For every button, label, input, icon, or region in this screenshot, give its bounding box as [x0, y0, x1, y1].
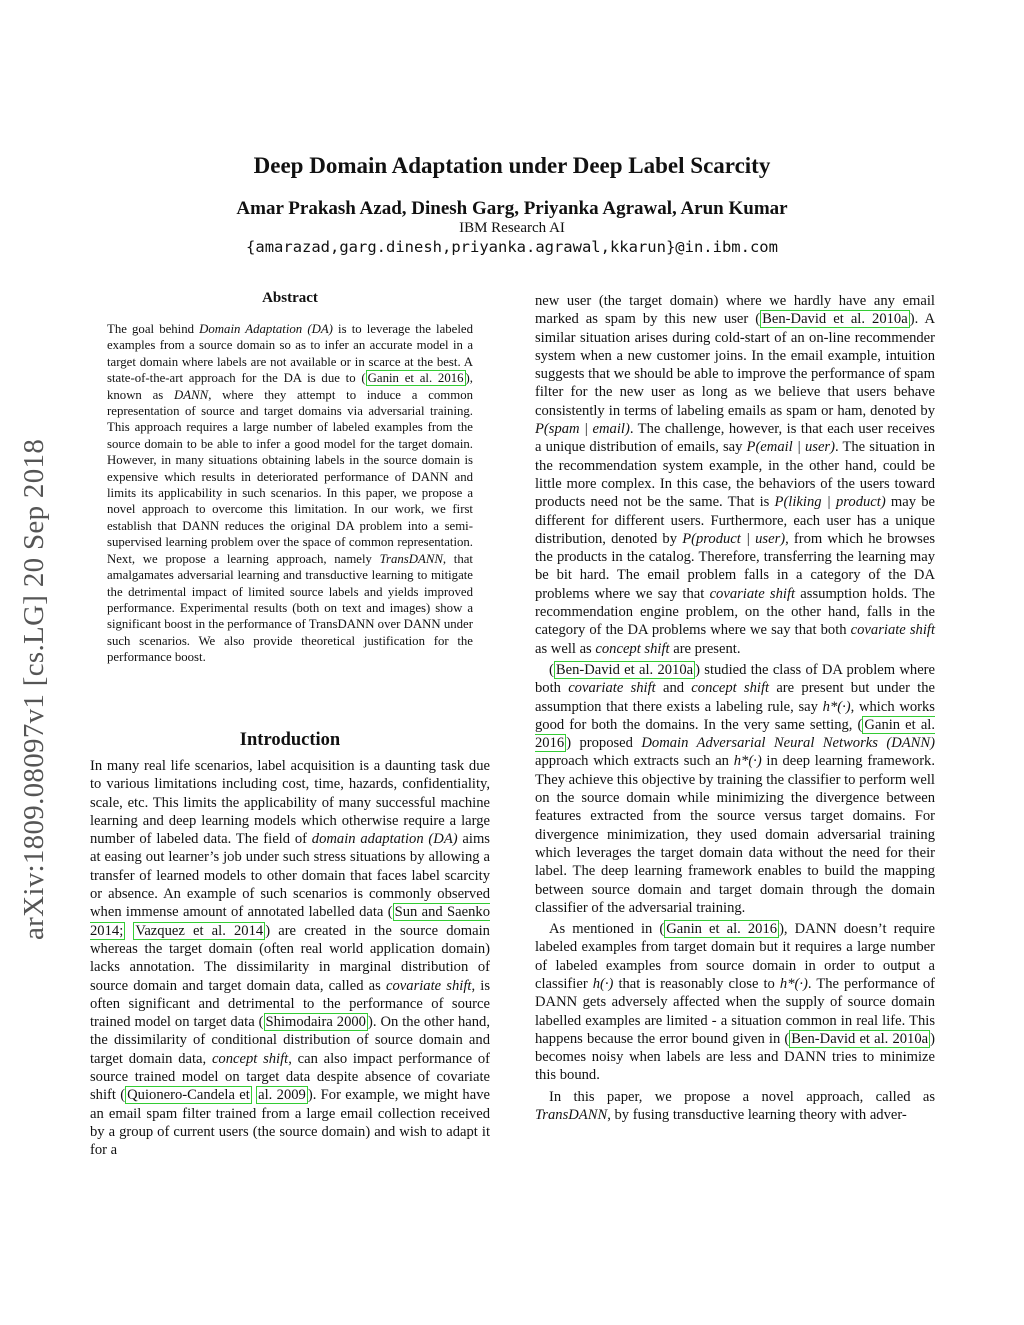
citation-link[interactable]: Ganin et al. 2016: [535, 716, 935, 752]
abstract-body: The goal behind Domain Adaptation (DA) is to leverage the labeled examples from a source domain so as to infer an accurate model in a target domain where labels are not available or in scarce at the best. A state-of-the-art approach for the DA is due to ( Ganin et al. 2016 ), known as DANN, where they attempt to induce a common representation of source and target domains via adversarial training. This approach requires a large number of labeled examples from the source domain to be able to infer a good model for the target domain. However, in many situations obtaining labels in the source domain is expensive which results in deteriorated performance of DANN and limits its applicability in such scenarios. In this paper, we propose a novel approach to overcome this limitation. In our work, we first establish that DANN reduces the original DA problem into a semi-supervised learning problem over the space of common representation. Next, we propose a learning approach, namely TransDANN, that amalgamates adversarial learning and transductive learning to mitigate the detrimental impact of limited source labels and yields improved performance. Experimental results (both on text and images) show a significant boost in the performance of TransDANN over DANN under such scenarios. We also provide theoretical justification for the performance boost.: [107, 322, 473, 665]
right-column-text: [535, 292, 935, 1127]
citation-link[interactable]: Sun and Saenko 2014;: [90, 904, 490, 939]
paragraph: ( Ben-David et al. 2010a ) studied the class of DA problem where both covariate shift and concept shift are present but under the assumption that there exists a labeling rule, say h*(·), which works good for both the domains. In the very same setting, ( Ganin et al. 2016 ) proposed Domain Adversarial Neural Networks (DANN) approach which extracts such an h*(·) in deep learning framework. They achieve this objective by training the classifier to perform well on the source domain while minimizing the divergence between features extracted from the source versus target domains. For divergence minimization, they used domain adversarial training which leverages the target domain data without the need for their label. The deep learning framework enables to build the mapping between source domain and target domain through the domain classifier of the adversarial training.: [535, 661, 936, 916]
math-expression: h*(·): [822, 698, 851, 715]
citation-link[interactable]: Ben-David et al. 2010a: [791, 1030, 929, 1047]
citation-link[interactable]: Ganin et al. 2016: [666, 921, 778, 938]
math-expression: h(·): [592, 975, 614, 992]
introduction-heading: Introduction: [239, 730, 341, 750]
paragraph: In this paper, we propose a novel approach, called as TransDANN, by fusing transductive learning theory with adver-: [535, 1088, 935, 1124]
citation-link[interactable]: Vazquez et al. 2014: [135, 922, 264, 939]
math-expression: P(liking | product): [774, 494, 886, 511]
email-line: {amarazad,garg.dinesh,priyanka.agrawal,kkarun}@in.ibm.com: [246, 238, 778, 256]
citation-link[interactable]: Shimodaira 2000: [265, 1014, 366, 1031]
citation-link[interactable]: Ben-David et al. 2010a: [555, 661, 694, 678]
paper-title: Deep Domain Adaptation under Deep Label Scarcity: [253, 153, 771, 178]
math-expression: h*(·): [779, 975, 808, 992]
citation-link[interactable]: Quionero-Candela et: [127, 1087, 250, 1104]
affiliation: IBM Research AI: [459, 220, 565, 236]
math-expression: P(email | user): [746, 439, 835, 456]
abstract-heading: Abstract: [262, 290, 318, 306]
citation-link[interactable]: Ganin et al. 2016: [367, 371, 464, 386]
left-column-text: In many real life scenarios, label acquisition is a daunting task due to various limitations including cost, time, hazards, confidentiality, scale, etc. This limits the applicability of many successful machine learning and deep learning models which otherwise require a large number of labeled data. The field of domain adaptation (DA) aims at easing out learner’s job under such stress situations by allowing a transfer of learned models to other domain that faces label scarcity or absence. An example of such scenarios is commonly observed when immense amount of annotated labelled data ( Sun and Saenko 2014; Vazquez et al. 2014 ) are created in the source domain whereas the target domain (often real world application domain) lacks annotation. The dissimilarity in marginal distribution of source domain and target domain data, called as covariate shift, is often significant and detrimental to the performance of source trained model on target data ( Shimodaira 2000 ). On the other hand, the dissimilarity of conditional distribution of source domain and target domain data, concept shift, can also impact performance of source trained model on target data despite absence of covariate shift ( Quionero-Candela et al. 2009 ). For example, we might have an email spam filter trained from a large email collection received by a group of current users (the source domain) and wish to adapt it for a: [90, 758, 491, 1159]
paragraph: new user (the target domain) where we hardly have any email marked as spam by this new user ( Ben-David et al. 2010a ). A similar situation arises during cold-start of an on-line recommender system when a new customer joins. In the email example, intuition suggests that we should be able to improve the performance of spam filter for the new user as long as we believe that users behave consistently in terms of labeling emails as spam or ham, denoted by P(spam | email). The challenge, however, is that each user receives a unique distribution of emails, say P(email | user). The situation in the recommendation system example, in the other hand, could be little more complex. In this case, the behaviors of the users toward products need not be the same. That is P(liking | product) may be different for different users. Furthermore, each user has a unique distribution, denoted by P(product | user), from which he browses the products in the catalog. Therefore, transferring the learning may be bit hard. The email problem falls in a category of the DA problems where we say that covariate shift assumption holds. The recommendation engine problem, on the other hand, falls in the category of the DA problems where we say that both covariate shift as well as concept shift are present.: [535, 293, 936, 657]
citation-link[interactable]: al. 2009: [258, 1087, 306, 1104]
citation-link[interactable]: Ben-David et al. 2010a: [762, 311, 908, 328]
arxiv-stamp: arXiv:1809.08097v1 [cs.LG] 20 Sep 2018: [18, 438, 50, 940]
math-expression: P(product | user): [682, 530, 786, 547]
authors: Amar Prakash Azad, Dinesh Garg, Priyanka Agrawal, Arun Kumar: [236, 198, 788, 219]
math-expression: P(spam | email): [535, 421, 630, 438]
math-expression: h*(·): [733, 753, 762, 770]
paragraph: As mentioned in ( Ganin et al. 2016 ), DANN doesn’t require labeled examples from target domain but it requires a large number of labeled examples from source domain in order to output a classifier h(·) that is reasonably close to h*(·). The performance of DANN gets adversely affected when the supply of source domain labelled examples are limited - a situation common in real life. This happens because the error bound given in ( Ben-David et al. 2010a ) becomes noisy when labels are less and DANN tries to minimize this bound.: [535, 921, 935, 1084]
